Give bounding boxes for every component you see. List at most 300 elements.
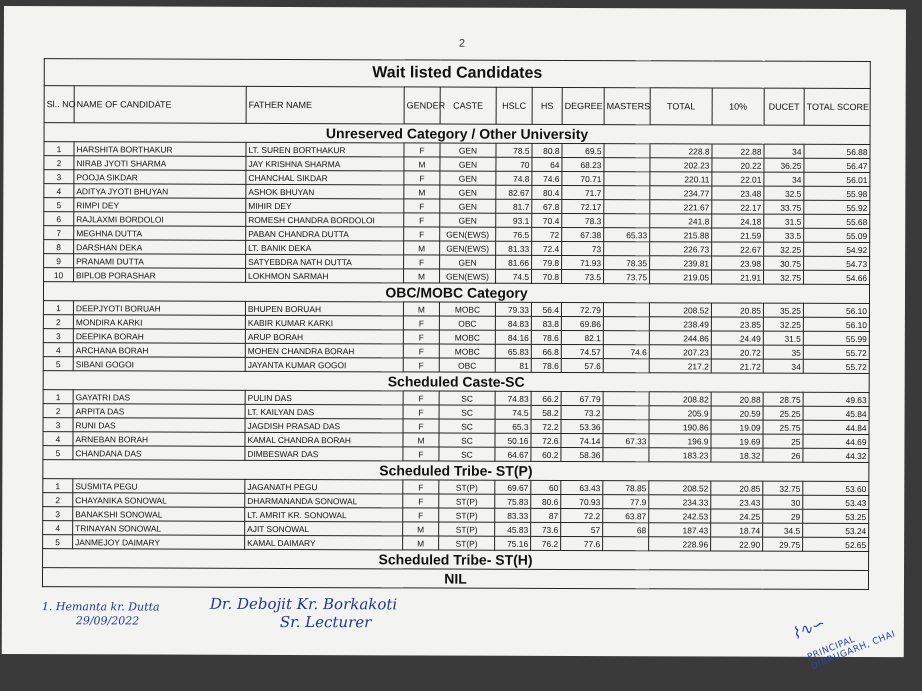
gender-cell: F <box>404 255 440 269</box>
hslc-cell: 64.67 <box>495 447 531 461</box>
masters-cell <box>604 242 650 256</box>
caste-cell: ST(P) <box>439 536 495 550</box>
ten-percent-cell: 20.88 <box>711 392 763 406</box>
signature-middle-title: Sr. Lecturer <box>279 612 372 632</box>
masters-cell: 78.35 <box>604 256 650 270</box>
candidate-name-cell: DARSHAN DEKA <box>74 240 246 255</box>
masters-cell <box>603 406 649 420</box>
hslc-cell: 76.5 <box>496 227 532 241</box>
total-score-cell: 53.43 <box>803 495 869 509</box>
total-cell: 183.23 <box>649 448 711 462</box>
degree-cell: 73 <box>562 241 604 255</box>
hslc-cell: 50.16 <box>495 433 531 447</box>
sl-no-cell: 3 <box>44 170 74 184</box>
total-cell: 202.23 <box>650 158 712 172</box>
father-name-cell: JAYANTA KUMAR GOGOI <box>245 357 403 372</box>
header-masters: MASTERS <box>604 88 650 125</box>
gender-cell: F <box>404 199 440 213</box>
gender-cell: M <box>404 157 440 171</box>
gender-cell: F <box>403 508 439 522</box>
gender-cell: F <box>403 391 439 405</box>
father-name-cell: KAMAL DAIMARY <box>245 535 403 550</box>
hslc-cell: 84.16 <box>495 330 531 344</box>
caste-cell: SC <box>439 391 495 405</box>
caste-cell: ST(P) <box>439 522 495 536</box>
candidate-name-cell: BANAKSHI SONOWAL <box>73 507 245 522</box>
section-heading: Unreserved Category / Other University <box>44 123 870 145</box>
masters-cell: 73.75 <box>604 270 650 284</box>
sl-no-cell: 4 <box>44 184 74 198</box>
masters-cell <box>604 186 650 200</box>
hslc-cell: 74.83 <box>495 391 531 405</box>
masters-cell: 67.33 <box>603 434 649 448</box>
hslc-cell: 81.33 <box>496 241 532 255</box>
header-candidate-name: NAME OF CANDIDATE <box>74 86 246 124</box>
ducet-cell: 35.25 <box>763 303 803 317</box>
father-name-cell: LT. SUREN BORTHAKUR <box>246 142 404 157</box>
candidate-name-cell: GAYATRI DAS <box>73 390 245 405</box>
total-score-cell: 55.92 <box>804 200 870 214</box>
sl-no-cell: 9 <box>44 254 74 268</box>
father-name-cell: KAMAL CHANDRA BORAH <box>245 432 403 447</box>
total-score-cell: 55.72 <box>803 359 869 373</box>
ducet-cell: 31.5 <box>763 331 803 345</box>
candidate-name-cell: ARNEBAN BORAH <box>73 432 245 447</box>
degree-cell: 69.86 <box>561 316 603 330</box>
hs-cell: 87 <box>531 508 561 522</box>
hs-cell: 72.2 <box>531 419 561 433</box>
gender-cell: F <box>404 227 440 241</box>
degree-cell: 73.2 <box>561 405 603 419</box>
total-score-cell: 53.60 <box>803 481 869 495</box>
total-cell: 208.52 <box>649 481 711 495</box>
sl-no-cell: 1 <box>43 301 73 315</box>
total-cell: 241.8 <box>650 214 712 228</box>
ducet-cell: 33.5 <box>764 228 804 242</box>
stamp-text: PRINCIPAL DIBRUGARH, CHAI <box>806 629 897 673</box>
header-father-name: FATHER NAME <box>246 86 404 124</box>
father-name-cell: ROMESH CHANDRA BORDOLOI <box>246 212 404 227</box>
candidate-name-cell: CHANDANA DAS <box>73 446 245 461</box>
masters-cell <box>603 317 649 331</box>
masters-cell <box>604 200 650 214</box>
total-score-cell: 55.98 <box>804 186 870 200</box>
candidate-name-cell: ARPITA DAS <box>73 404 245 419</box>
gender-cell: M <box>404 269 440 283</box>
hslc-cell: 78.5 <box>496 143 532 157</box>
gender-cell: F <box>403 480 439 494</box>
sl-no-cell: 2 <box>43 315 73 329</box>
total-cell: 208.82 <box>649 392 711 406</box>
caste-cell: GEN <box>440 157 496 171</box>
total-score-cell: 55.68 <box>804 214 870 228</box>
father-name-cell: LOKHMON SARMAH <box>246 268 404 283</box>
total-score-cell: 56.47 <box>804 158 870 172</box>
gender-cell: M <box>404 241 440 255</box>
candidate-name-cell: MEGHNA DUTTA <box>74 226 246 241</box>
hslc-cell: 70 <box>496 157 532 171</box>
ten-percent-cell: 22.90 <box>711 537 763 551</box>
hslc-cell: 74.8 <box>496 171 532 185</box>
total-score-cell: 56.10 <box>803 317 869 331</box>
sl-no-cell: 3 <box>43 329 73 343</box>
degree-cell: 74.57 <box>561 344 603 358</box>
header-ducet: DUCET <box>764 88 804 125</box>
total-cell: 205.9 <box>649 406 711 420</box>
caste-cell: ST(P) <box>439 508 495 522</box>
nil-row <box>42 568 868 590</box>
total-score-cell: 44.69 <box>803 434 869 448</box>
father-name-cell: DIMBESWAR DAS <box>245 446 403 461</box>
hs-cell: 78.6 <box>531 358 561 372</box>
total-score-cell: 53.25 <box>803 509 869 523</box>
candidate-name-cell: DEEPIKA BORAH <box>73 329 245 344</box>
hslc-cell: 81.66 <box>496 255 532 269</box>
degree-cell: 73.5 <box>562 269 604 283</box>
total-cell: 219.05 <box>650 270 712 284</box>
table-title: Wait listed Candidates <box>44 59 870 89</box>
ducet-cell: 33.75 <box>764 200 804 214</box>
caste-cell: ST(P) <box>439 494 495 508</box>
sl-no-cell: 4 <box>43 432 73 446</box>
father-name-cell: AJIT SONOWAL <box>245 521 403 536</box>
caste-cell: SC <box>439 433 495 447</box>
candidate-name-cell: POOJA SIKDAR <box>74 170 246 185</box>
ducet-cell: 29 <box>763 509 803 523</box>
caste-cell: SC <box>439 419 495 433</box>
hs-cell: 79.8 <box>532 255 562 269</box>
total-cell: 239.81 <box>650 256 712 270</box>
gender-cell: M <box>403 302 439 316</box>
hs-cell: 74.6 <box>532 171 562 185</box>
candidate-name-cell: MONDIRA KARKI <box>73 315 245 330</box>
caste-cell: GEN(EWS) <box>440 269 496 283</box>
ducet-cell: 30.75 <box>764 256 804 270</box>
degree-cell: 53.36 <box>561 419 603 433</box>
masters-cell <box>603 448 649 462</box>
sl-no-cell: 10 <box>44 268 74 282</box>
sl-no-cell: 2 <box>43 493 73 507</box>
sl-no-cell: 6 <box>44 212 74 226</box>
sl-no-cell: 2 <box>43 404 73 418</box>
total-cell: 228.8 <box>650 144 712 158</box>
sl-no-cell: 3 <box>43 507 73 521</box>
masters-cell: 74.6 <box>603 345 649 359</box>
caste-cell: GEN <box>440 185 496 199</box>
ducet-cell: 32.25 <box>763 317 803 331</box>
ten-percent-cell: 22.17 <box>712 200 764 214</box>
gender-cell: F <box>403 344 439 358</box>
header-hs: HS <box>532 87 562 124</box>
caste-cell: GEN <box>440 143 496 157</box>
father-name-cell: JAGANATH PEGU <box>245 479 403 494</box>
total-score-cell: 55.99 <box>803 331 869 345</box>
sl-no-cell: 1 <box>44 142 74 156</box>
father-name-cell: CHANCHAL SIKDAR <box>246 170 404 185</box>
hs-cell: 83.8 <box>531 316 561 330</box>
degree-cell: 57 <box>561 522 603 536</box>
header-row <box>44 86 870 126</box>
total-cell: 190.86 <box>649 420 711 434</box>
gender-cell: F <box>403 447 439 461</box>
ducet-cell: 32.25 <box>764 242 804 256</box>
hs-cell: 70.4 <box>532 213 562 227</box>
candidate-name-cell: JANMEJOY DAIMARY <box>73 535 245 550</box>
father-name-cell: PULIN DAS <box>245 390 403 405</box>
total-score-cell: 55.09 <box>804 228 870 242</box>
section-heading: Scheduled Caste-SC <box>43 371 869 393</box>
candidate-name-cell: RUNI DAS <box>73 418 245 433</box>
father-name-cell: MIHIR DEY <box>246 198 404 213</box>
hs-cell: 64 <box>532 157 562 171</box>
degree-cell: 71.7 <box>562 185 604 199</box>
sl-no-cell: 7 <box>44 226 74 240</box>
ten-percent-cell: 20.85 <box>711 481 763 495</box>
ten-percent-cell: 22.88 <box>712 144 764 158</box>
caste-cell: GEN <box>440 171 496 185</box>
principal-signature-scrawl: ⌇∿∽ <box>788 613 828 644</box>
total-cell: 234.77 <box>650 186 712 200</box>
ten-percent-cell: 23.98 <box>712 256 764 270</box>
masters-cell: 78.85 <box>603 481 649 495</box>
caste-cell: MOBC <box>439 330 495 344</box>
ten-percent-cell: 20.22 <box>712 158 764 172</box>
ten-percent-cell: 19.09 <box>711 420 763 434</box>
caste-cell: OBC <box>439 316 495 330</box>
ten-percent-cell: 23.85 <box>711 317 763 331</box>
degree-cell: 70.71 <box>562 171 604 185</box>
ten-percent-cell: 24.18 <box>712 214 764 228</box>
section-heading: Scheduled Tribe- ST(H) <box>43 549 869 571</box>
father-name-cell: LT. BANIK DEKA <box>246 240 404 255</box>
hs-cell: 76.2 <box>531 536 561 550</box>
sl-no-cell: 5 <box>43 535 73 549</box>
hs-cell: 78.6 <box>531 330 561 344</box>
hs-cell: 72.4 <box>532 241 562 255</box>
total-cell: 244.86 <box>649 331 711 345</box>
ducet-cell: 36.25 <box>764 158 804 172</box>
hs-cell: 73.6 <box>531 522 561 536</box>
sl-no-cell: 5 <box>44 198 74 212</box>
degree-cell: 67.38 <box>562 227 604 241</box>
total-cell: 208.52 <box>649 303 711 317</box>
ducet-cell: 32.75 <box>764 270 804 284</box>
degree-cell: 70.93 <box>561 494 603 508</box>
father-name-cell: BHUPEN BORUAH <box>245 301 403 316</box>
hs-cell: 60.2 <box>531 447 561 461</box>
total-score-cell: 56.10 <box>803 303 869 317</box>
sl-no-cell: 5 <box>43 446 73 460</box>
ducet-cell: 25 <box>763 434 803 448</box>
masters-cell <box>603 303 649 317</box>
hslc-cell: 81 <box>495 358 531 372</box>
document-page <box>2 6 906 673</box>
degree-cell: 82.1 <box>561 330 603 344</box>
masters-cell <box>603 359 649 373</box>
ducet-cell: 34 <box>764 144 804 158</box>
ten-percent-cell: 18.74 <box>711 523 763 537</box>
father-name-cell: JAY KRISHNA SHARMA <box>246 156 404 171</box>
candidate-name-cell: SUSMITA PEGU <box>73 479 245 494</box>
ducet-cell: 34 <box>764 172 804 186</box>
candidate-name-cell: DEEPJYOTI BORUAH <box>73 301 245 316</box>
sl-no-cell: 2 <box>44 156 74 170</box>
ten-percent-cell: 23.43 <box>711 495 763 509</box>
candidate-name-cell: RIMPI DEY <box>74 198 246 213</box>
hslc-cell: 65.3 <box>495 419 531 433</box>
gender-cell: F <box>404 213 440 227</box>
masters-cell <box>604 214 650 228</box>
caste-cell: GEN <box>440 199 496 213</box>
hslc-cell: 79.33 <box>495 302 531 316</box>
hs-cell: 80.6 <box>531 494 561 508</box>
total-score-cell: 56.01 <box>804 172 870 186</box>
ten-percent-cell: 21.59 <box>712 228 764 242</box>
ten-percent-cell: 18.32 <box>711 448 763 462</box>
ducet-cell: 25.75 <box>763 420 803 434</box>
caste-cell: SC <box>439 405 495 419</box>
degree-cell: 71.93 <box>562 255 604 269</box>
hslc-cell: 45.83 <box>495 522 531 536</box>
ten-percent-cell: 21.91 <box>712 270 764 284</box>
total-cell: 207.23 <box>649 345 711 359</box>
caste-cell: MOBC <box>439 302 495 316</box>
father-name-cell: MOHEN CHANDRA BORAH <box>245 343 403 358</box>
total-cell: 238.49 <box>649 317 711 331</box>
father-name-cell: ARUP BORAH <box>245 329 403 344</box>
degree-cell: 69.5 <box>562 143 604 157</box>
total-score-cell: 49.63 <box>803 392 869 406</box>
father-name-cell: LT. KAILYAN DAS <box>245 404 403 419</box>
masters-cell <box>604 144 650 158</box>
header-gender: GENDER <box>404 87 440 124</box>
hslc-cell: 65.83 <box>495 344 531 358</box>
sl-no-cell: 4 <box>43 521 73 535</box>
caste-cell: GEN(EWS) <box>440 227 496 241</box>
ducet-cell: 25.25 <box>763 406 803 420</box>
page-number: 2 <box>458 37 466 50</box>
ten-percent-cell: 19.69 <box>711 434 763 448</box>
degree-cell: 57.6 <box>561 358 603 372</box>
father-name-cell: JAGDISH PRASAD DAS <box>245 418 403 433</box>
ten-percent-cell: 24.25 <box>711 509 763 523</box>
hs-cell: 72 <box>532 227 562 241</box>
caste-cell: SC <box>439 447 495 461</box>
sl-no-cell: 4 <box>43 343 73 357</box>
degree-cell: 72.2 <box>561 508 603 522</box>
ducet-cell: 30 <box>763 495 803 509</box>
masters-cell <box>603 331 649 345</box>
candidate-name-cell: PRANAMI DUTTA <box>74 254 246 269</box>
header-total: TOTAL <box>650 88 712 125</box>
masters-cell <box>603 392 649 406</box>
caste-cell: GEN(EWS) <box>440 241 496 255</box>
total-score-cell: 44.32 <box>803 448 869 462</box>
caste-cell: ST(P) <box>439 480 495 494</box>
ducet-cell: 34 <box>763 359 803 373</box>
total-cell: 187.43 <box>649 523 711 537</box>
principal-stamp <box>773 577 920 690</box>
total-cell: 215.88 <box>650 228 712 242</box>
hslc-cell: 82.67 <box>496 185 532 199</box>
masters-cell: 68 <box>603 523 649 537</box>
candidate-name-cell: BIPLOB PORASHAR <box>74 268 246 283</box>
father-name-cell: LT. AMRIT KR. SONOWAL <box>245 507 403 522</box>
gender-cell: F <box>403 405 439 419</box>
header-total-score: TOTAL SCORE <box>804 88 870 125</box>
gender-cell: F <box>404 171 440 185</box>
hs-cell: 66.2 <box>531 391 561 405</box>
wait-list-table <box>42 58 871 590</box>
ten-percent-cell: 22.01 <box>712 172 764 186</box>
total-score-cell: 54.66 <box>804 270 870 284</box>
header-ten-percent: 10% <box>712 88 764 125</box>
gender-cell: F <box>403 358 439 372</box>
header-sl-no: Sl.. NO <box>44 86 74 123</box>
father-name-cell: SATYEBDRA NATH DUTTA <box>246 254 404 269</box>
total-score-cell: 55.72 <box>803 345 869 359</box>
hslc-cell: 69.67 <box>495 480 531 494</box>
hslc-cell: 83.33 <box>495 508 531 522</box>
degree-cell: 77.6 <box>561 536 603 550</box>
ten-percent-cell: 20.85 <box>711 303 763 317</box>
total-score-cell: 56.88 <box>804 144 870 158</box>
hslc-cell: 74.5 <box>496 269 532 283</box>
section-heading: OBC/MOBC Category <box>43 282 869 304</box>
hslc-cell: 93.1 <box>496 213 532 227</box>
ten-percent-cell: 23.48 <box>712 186 764 200</box>
total-cell: 217.2 <box>649 359 711 373</box>
candidate-name-cell: ARCHANA BORAH <box>73 343 245 358</box>
gender-cell: M <box>403 522 439 536</box>
candidate-name-cell: CHAYANIKA SONOWAL <box>73 493 245 508</box>
sl-no-cell: 5 <box>43 357 73 371</box>
hs-cell: 80.4 <box>532 185 562 199</box>
ten-percent-cell: 21.72 <box>711 359 763 373</box>
ducet-cell: 35 <box>763 345 803 359</box>
total-score-cell: 54.92 <box>804 242 870 256</box>
sl-no-cell: 1 <box>43 479 73 493</box>
total-cell: 226.73 <box>650 242 712 256</box>
hslc-cell: 74.5 <box>495 405 531 419</box>
ducet-cell: 32.75 <box>763 481 803 495</box>
gender-cell: M <box>403 433 439 447</box>
ducet-cell: 29.75 <box>763 537 803 551</box>
gender-cell: F <box>403 330 439 344</box>
degree-cell: 67.79 <box>561 391 603 405</box>
caste-cell: OBC <box>439 358 495 372</box>
ten-percent-cell: 20.59 <box>711 406 763 420</box>
total-cell: 220.11 <box>650 172 712 186</box>
hs-cell: 60 <box>531 480 561 494</box>
gender-cell: F <box>403 494 439 508</box>
total-score-cell: 44.84 <box>803 420 869 434</box>
degree-cell: 78.3 <box>562 213 604 227</box>
signature-left-date: 29/09/2022 <box>75 614 140 628</box>
total-score-cell: 52.65 <box>803 537 869 551</box>
hs-cell: 66.8 <box>531 344 561 358</box>
header-hslc: HSLC <box>496 87 532 124</box>
signature-middle: Dr. Debojit Kr. Borkakoti <box>209 594 398 614</box>
ducet-cell: 31.5 <box>764 214 804 228</box>
hs-cell: 80.8 <box>532 143 562 157</box>
gender-cell: F <box>403 316 439 330</box>
hslc-cell: 81.7 <box>496 199 532 213</box>
hs-cell: 72.6 <box>531 433 561 447</box>
gender-cell: F <box>403 419 439 433</box>
title-row <box>44 59 870 89</box>
sl-no-cell: 1 <box>43 390 73 404</box>
